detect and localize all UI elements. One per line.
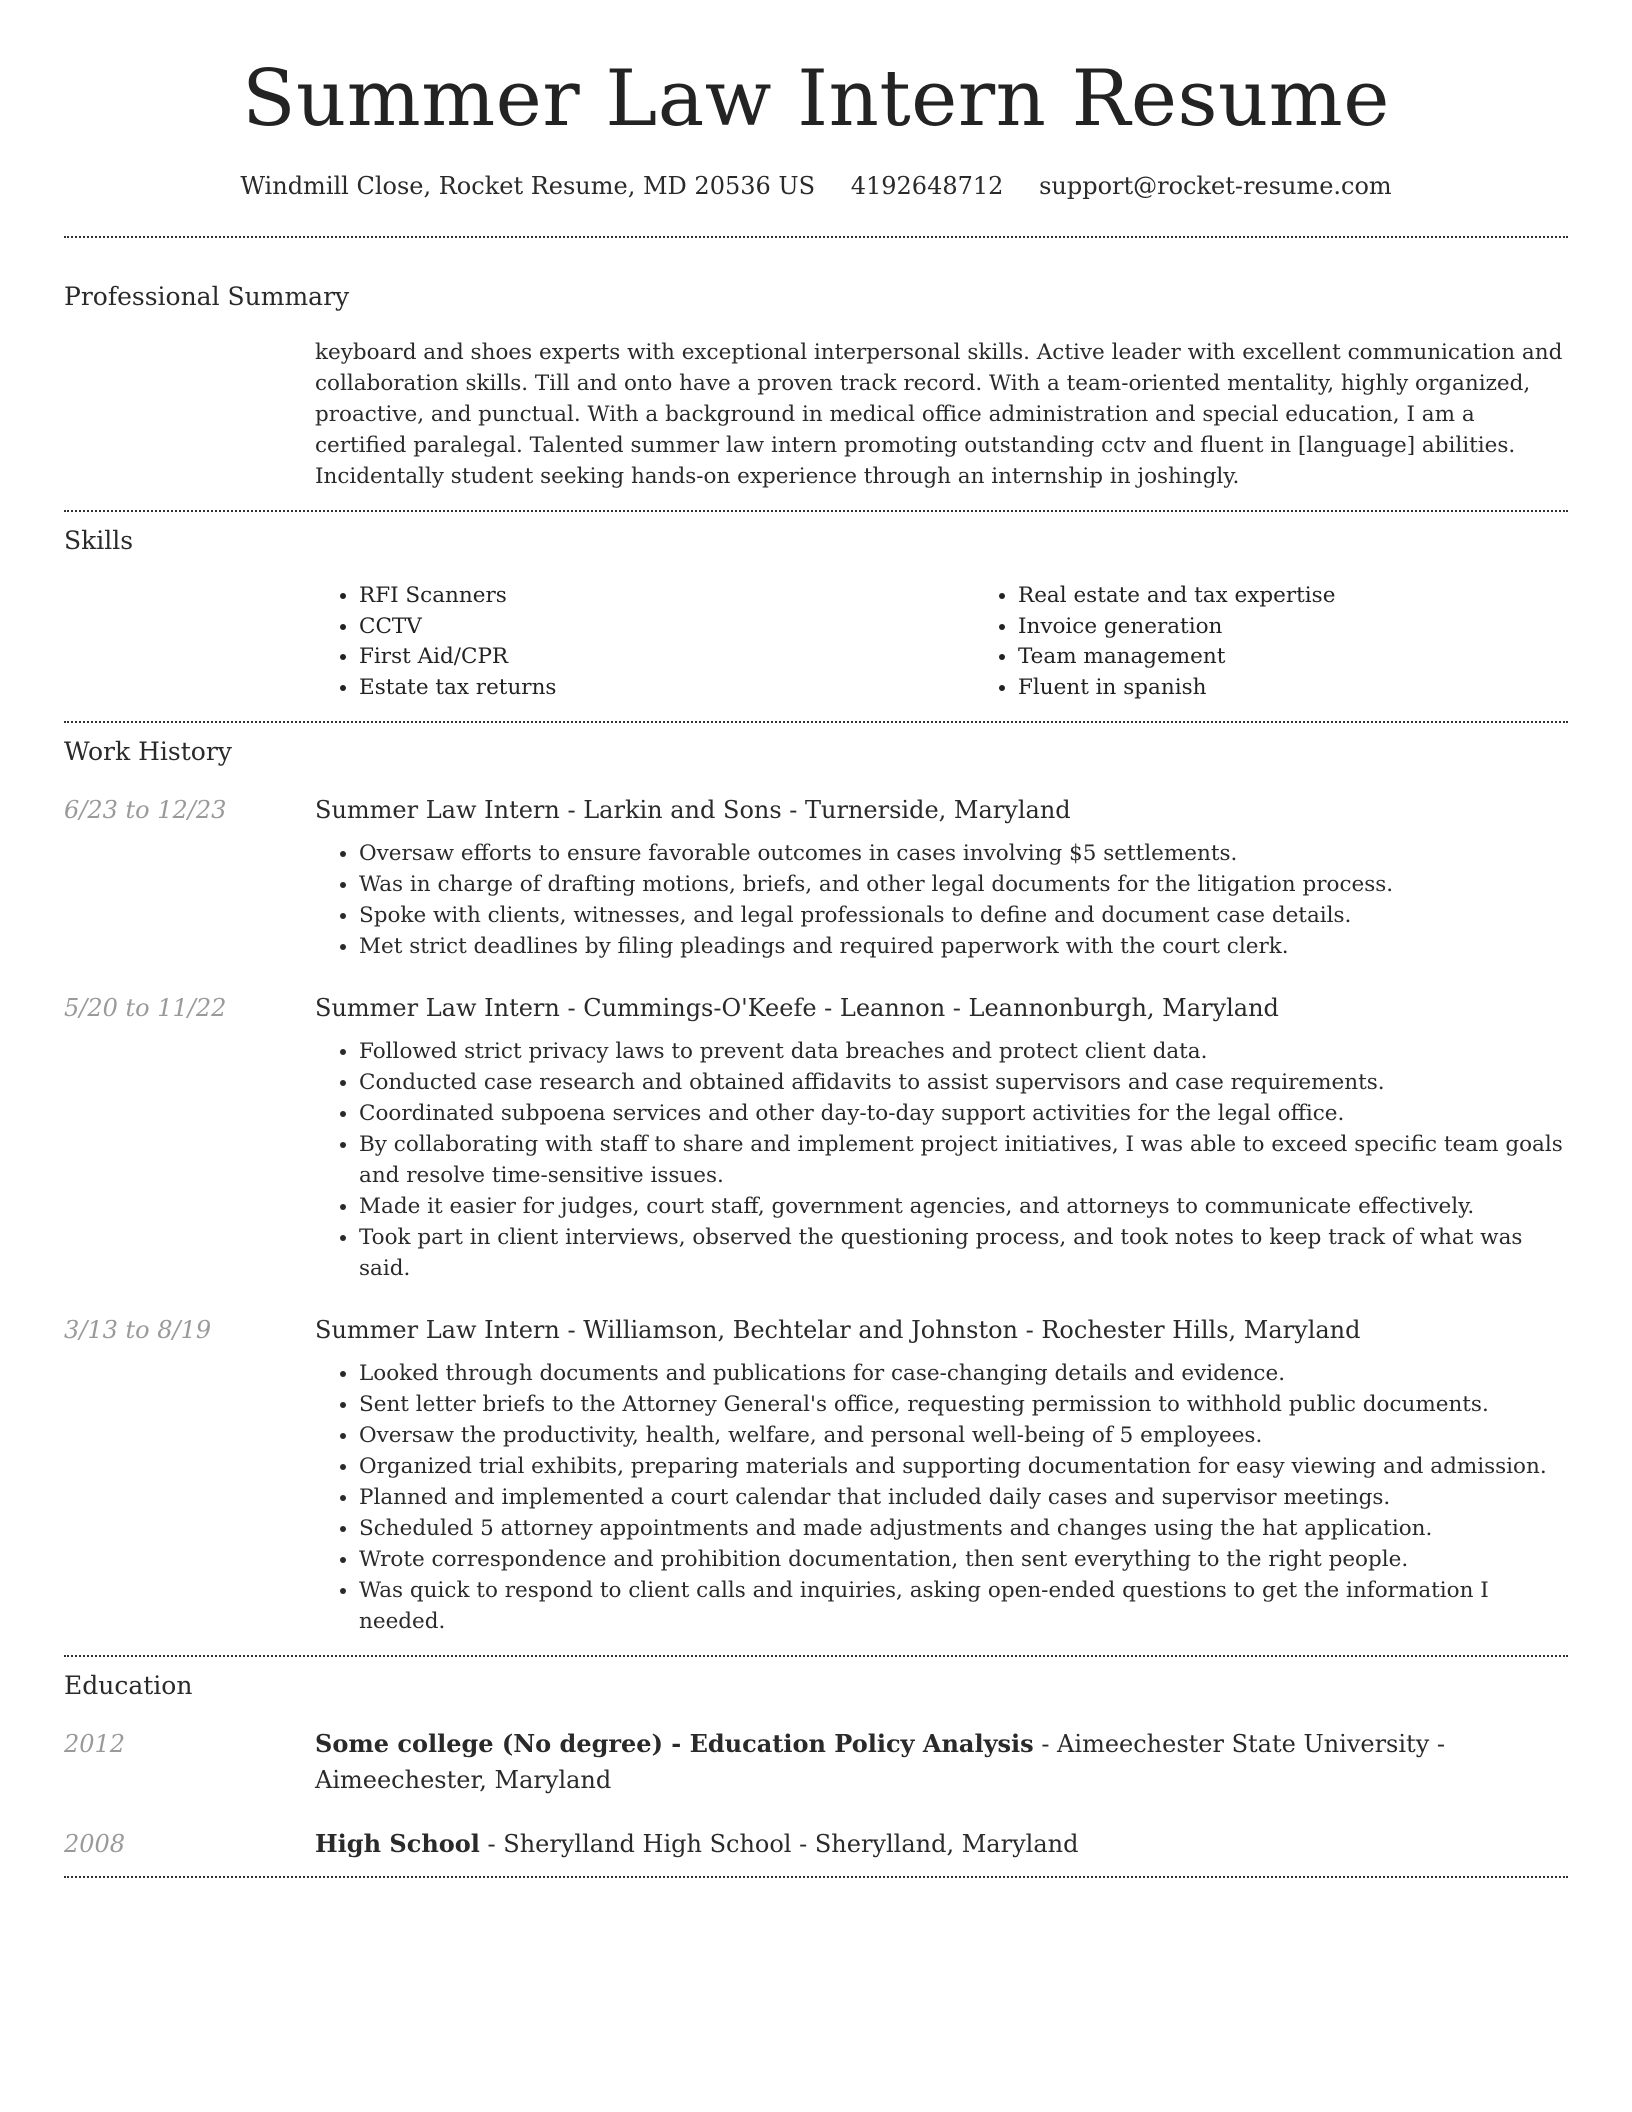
- education-title: [315, 1826, 1568, 1862]
- contact-line: [64, 172, 1568, 200]
- work-history-heading: Work History: [64, 737, 232, 766]
- job-dates: 6/23 to 12/23: [64, 796, 227, 824]
- job-bullet: • Wrote correspondence and prohibition documentation, then sent everything to the right people.: [359, 1544, 1568, 1575]
- contact-email: support@rocket-resume.com: [1039, 172, 1392, 200]
- skill-item: • Fluent in spanish: [1018, 673, 1335, 704]
- job-bullet: • Oversaw efforts to ensure favorable outcomes in cases involving $5 settlements.: [359, 838, 1568, 869]
- job-bullet: • Made it easier for judges, court staff, government agencies, and attorneys to communicate effectively.: [359, 1191, 1568, 1222]
- skill-item: • First Aid/CPR: [359, 642, 974, 673]
- job-bullet: • Organized trial exhibits, preparing materials and supporting documentation for easy viewing and admission.: [359, 1451, 1568, 1482]
- skill-item: • RFI Scanners: [359, 581, 974, 612]
- skill-item: • Estate tax returns: [359, 673, 974, 704]
- job-dates: 3/13 to 8/19: [64, 1316, 212, 1344]
- skill-item: • Team management: [1018, 642, 1335, 673]
- resume-title: Summer Law Intern Resume: [242, 54, 1390, 144]
- education-body: [315, 1726, 1568, 1798]
- job-title: Summer Law Intern - Williamson, Bechtelar and Johnston - Rochester Hills, Maryland: [315, 1316, 1361, 1344]
- job-body: [315, 792, 1568, 962]
- job-bullet: • Looked through documents and publications for case-changing details and evidence.: [359, 1358, 1568, 1389]
- skills-heading: Skills: [64, 526, 134, 555]
- job-bullet: • Spoke with clients, witnesses, and legal professionals to define and document case details.: [359, 900, 1568, 931]
- job-bullets: [315, 838, 1568, 962]
- education-title: [315, 1726, 1568, 1798]
- contact-phone: 4192648712: [850, 172, 1004, 200]
- job-bullets: [315, 1036, 1568, 1284]
- job-bullet: • Took part in client interviews, observed the questioning process, and took notes to keep track of what was said.: [359, 1222, 1568, 1284]
- education-degree: Some college (No degree) - Education Policy Analysis: [315, 1729, 1034, 1758]
- education-school: - Aimeechester State University - Aimeechester, Maryland: [315, 1730, 1445, 1794]
- summary-heading: Professional Summary: [64, 282, 350, 311]
- summary-text: keyboard and shoes experts with exceptional interpersonal skills. Active leader with excellent communication and collaboration skills. Till and onto have a proven track record. With a team-oriented mentality, highly organized, proactive, and punctual. With a background in medical office administration and special education, I am a certified paralegal. Talented summer law intern promoting outstanding cctv and fluent in [language] abilities. Incidentally student seeking hands-on experience through an internship in joshingly.: [315, 340, 1563, 489]
- job-bullet: • Sent letter briefs to the Attorney General's office, requesting permission to withhold public documents.: [359, 1389, 1568, 1420]
- job-bullet: • Followed strict privacy laws to prevent data breaches and protect client data.: [359, 1036, 1568, 1067]
- job-entry: [64, 990, 1568, 1284]
- education-school: - Sherylland High School - Sherylland, Maryland: [479, 1830, 1079, 1858]
- education-entry: [64, 1726, 1568, 1798]
- job-bullet: • Coordinated subpoena services and other day-to-day support activities for the legal office.: [359, 1098, 1568, 1129]
- job-bullet: • By collaborating with staff to share and implement project initiatives, I was able to exceed specific team goals and resolve time-sensitive issues.: [359, 1129, 1568, 1191]
- job-body: [315, 1312, 1568, 1637]
- job-title: Summer Law Intern - Cummings-O'Keefe - Leannon - Leannonburgh, Maryland: [315, 994, 1279, 1022]
- contact-address: Windmill Close, Rocket Resume, MD 20536 US: [240, 172, 816, 200]
- job-entry: [64, 792, 1568, 962]
- skill-item: • CCTV: [359, 612, 974, 643]
- divider: [64, 1876, 1568, 1878]
- job-bullet: • Was in charge of drafting motions, briefs, and other legal documents for the litigation process.: [359, 869, 1568, 900]
- skills-columns: [315, 581, 1568, 703]
- education-year: 2008: [64, 1830, 126, 1858]
- job-bullet: • Was quick to respond to client calls and inquiries, asking open-ended questions to get the information I needed.: [359, 1575, 1568, 1637]
- job-entry: [64, 1312, 1568, 1637]
- skill-item: • Invoice generation: [1018, 612, 1335, 643]
- skills-section: [64, 512, 1568, 703]
- work-history-section: [64, 723, 1568, 1637]
- summary-section: [64, 238, 1568, 492]
- job-bullet: • Oversaw the productivity, health, welfare, and personal well-being of 5 employees.: [359, 1420, 1568, 1451]
- job-bullets: [315, 1358, 1568, 1637]
- job-bullet: • Planned and implemented a court calendar that included daily cases and supervisor meetings.: [359, 1482, 1568, 1513]
- job-bullet: • Scheduled 5 attorney appointments and made adjustments and changes using the hat application.: [359, 1513, 1568, 1544]
- education-section: [64, 1657, 1568, 1862]
- education-body: [315, 1826, 1568, 1862]
- education-heading: Education: [64, 1671, 193, 1700]
- education-entry: [64, 1826, 1568, 1862]
- skills-list-left: [315, 581, 974, 703]
- job-title: Summer Law Intern - Larkin and Sons - Turnerside, Maryland: [315, 796, 1071, 824]
- skill-item: • Real estate and tax expertise: [1018, 581, 1335, 612]
- education-year: 2012: [64, 1730, 126, 1758]
- job-dates: 5/20 to 11/22: [64, 994, 227, 1022]
- job-bullet: • Met strict deadlines by filing pleadings and required paperwork with the court clerk.: [359, 931, 1568, 962]
- skills-list-right: [974, 581, 1335, 703]
- education-degree: High School: [315, 1829, 480, 1858]
- job-body: [315, 990, 1568, 1284]
- job-bullet: • Conducted case research and obtained affidavits to assist supervisors and case requirements.: [359, 1067, 1568, 1098]
